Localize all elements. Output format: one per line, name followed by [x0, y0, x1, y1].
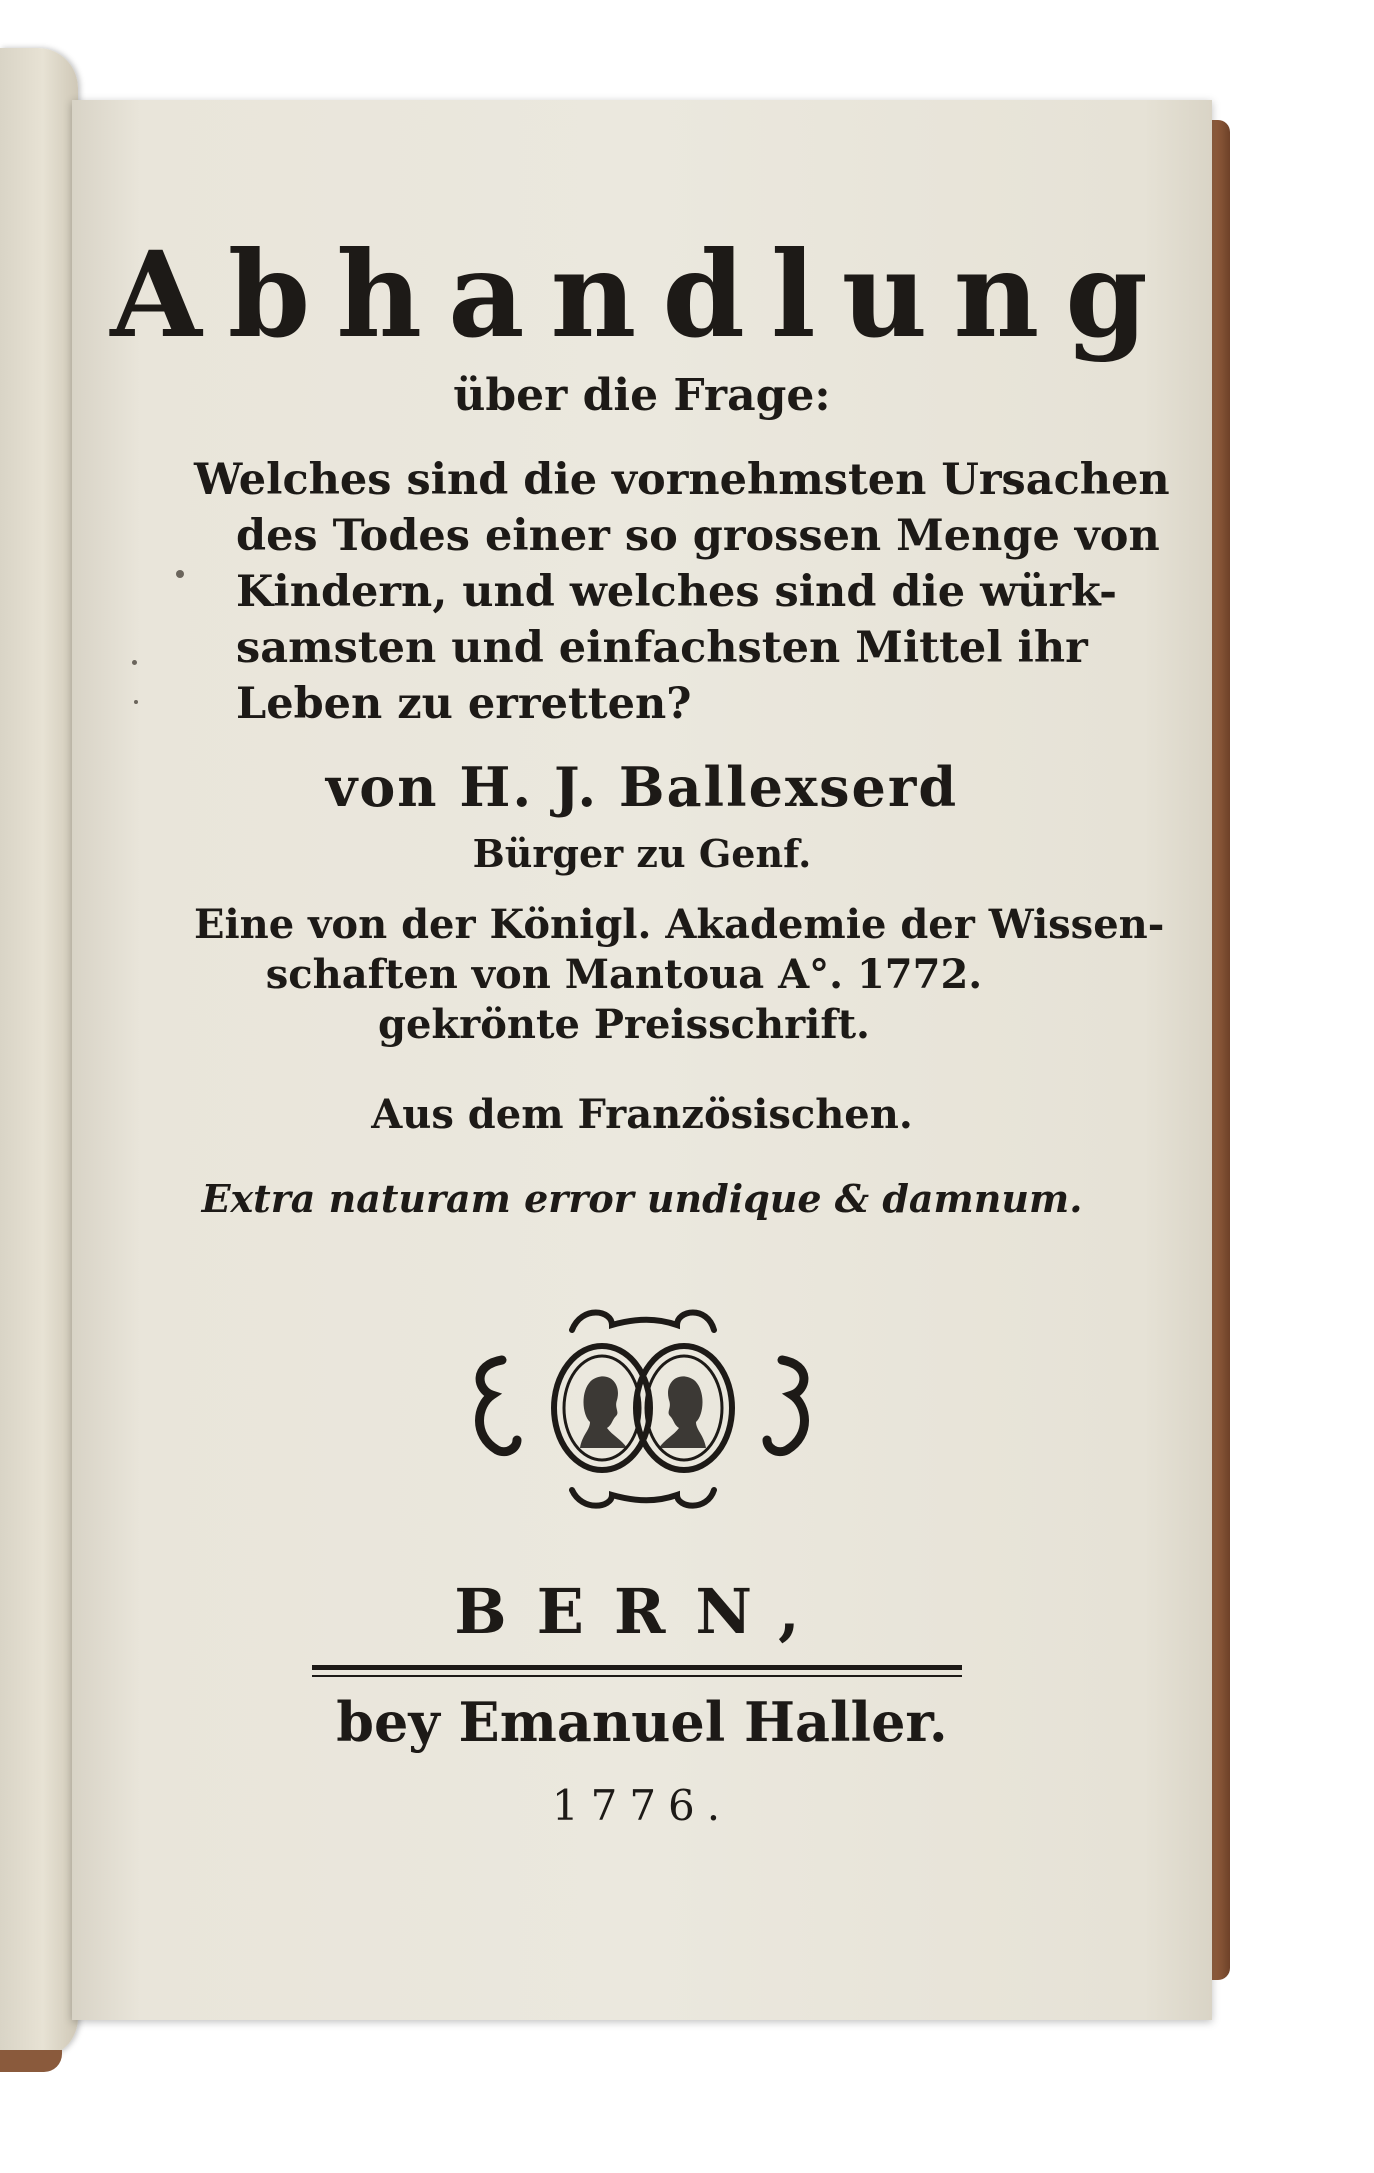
imprint-city: BERN, [454, 1575, 830, 1648]
left-page-edge [0, 48, 78, 2058]
author-place: Bürger zu Genf. [472, 831, 812, 876]
prize-line: schaften von Mantoua A°. 1772. [265, 951, 983, 998]
paper-speck [132, 660, 137, 665]
question-text [194, 452, 1170, 732]
prize-line: gekrönte Preisschrift. [378, 1001, 870, 1048]
question-line: Welches sind die vornehmsten Ursachen [194, 455, 1170, 505]
printers-ornament-icon [462, 1290, 822, 1520]
paper-speck [134, 700, 138, 704]
translation-note: Aus dem Französischen. [371, 1091, 913, 1138]
author-line: von H. J. Ballexserd [325, 755, 959, 819]
question-line: des Todes einer so grossen Menge von [236, 511, 1160, 561]
paper-speck [176, 570, 184, 578]
imprint-rule-thin [312, 1675, 962, 1677]
book-title: Abhandlung [110, 225, 1174, 364]
prize-line: Eine von der Königl. Akademie der Wissen- [194, 901, 1165, 948]
imprint-year: 1776. [551, 1781, 733, 1830]
title-page [72, 100, 1212, 2020]
question-line: Leben zu erretten? [236, 679, 692, 729]
subtitle: über die Frage: [453, 370, 831, 421]
imprint-rule-thick [312, 1665, 962, 1670]
imprint-publisher: bey Emanuel Haller. [336, 1690, 948, 1754]
question-line: Kindern, und welches sind die würk- [236, 567, 1117, 617]
question-line: samsten und einfachsten Mittel ihr [236, 623, 1088, 673]
motto: Extra naturam error undique & damnum. [201, 1176, 1083, 1221]
prize-statement [194, 900, 1165, 1050]
